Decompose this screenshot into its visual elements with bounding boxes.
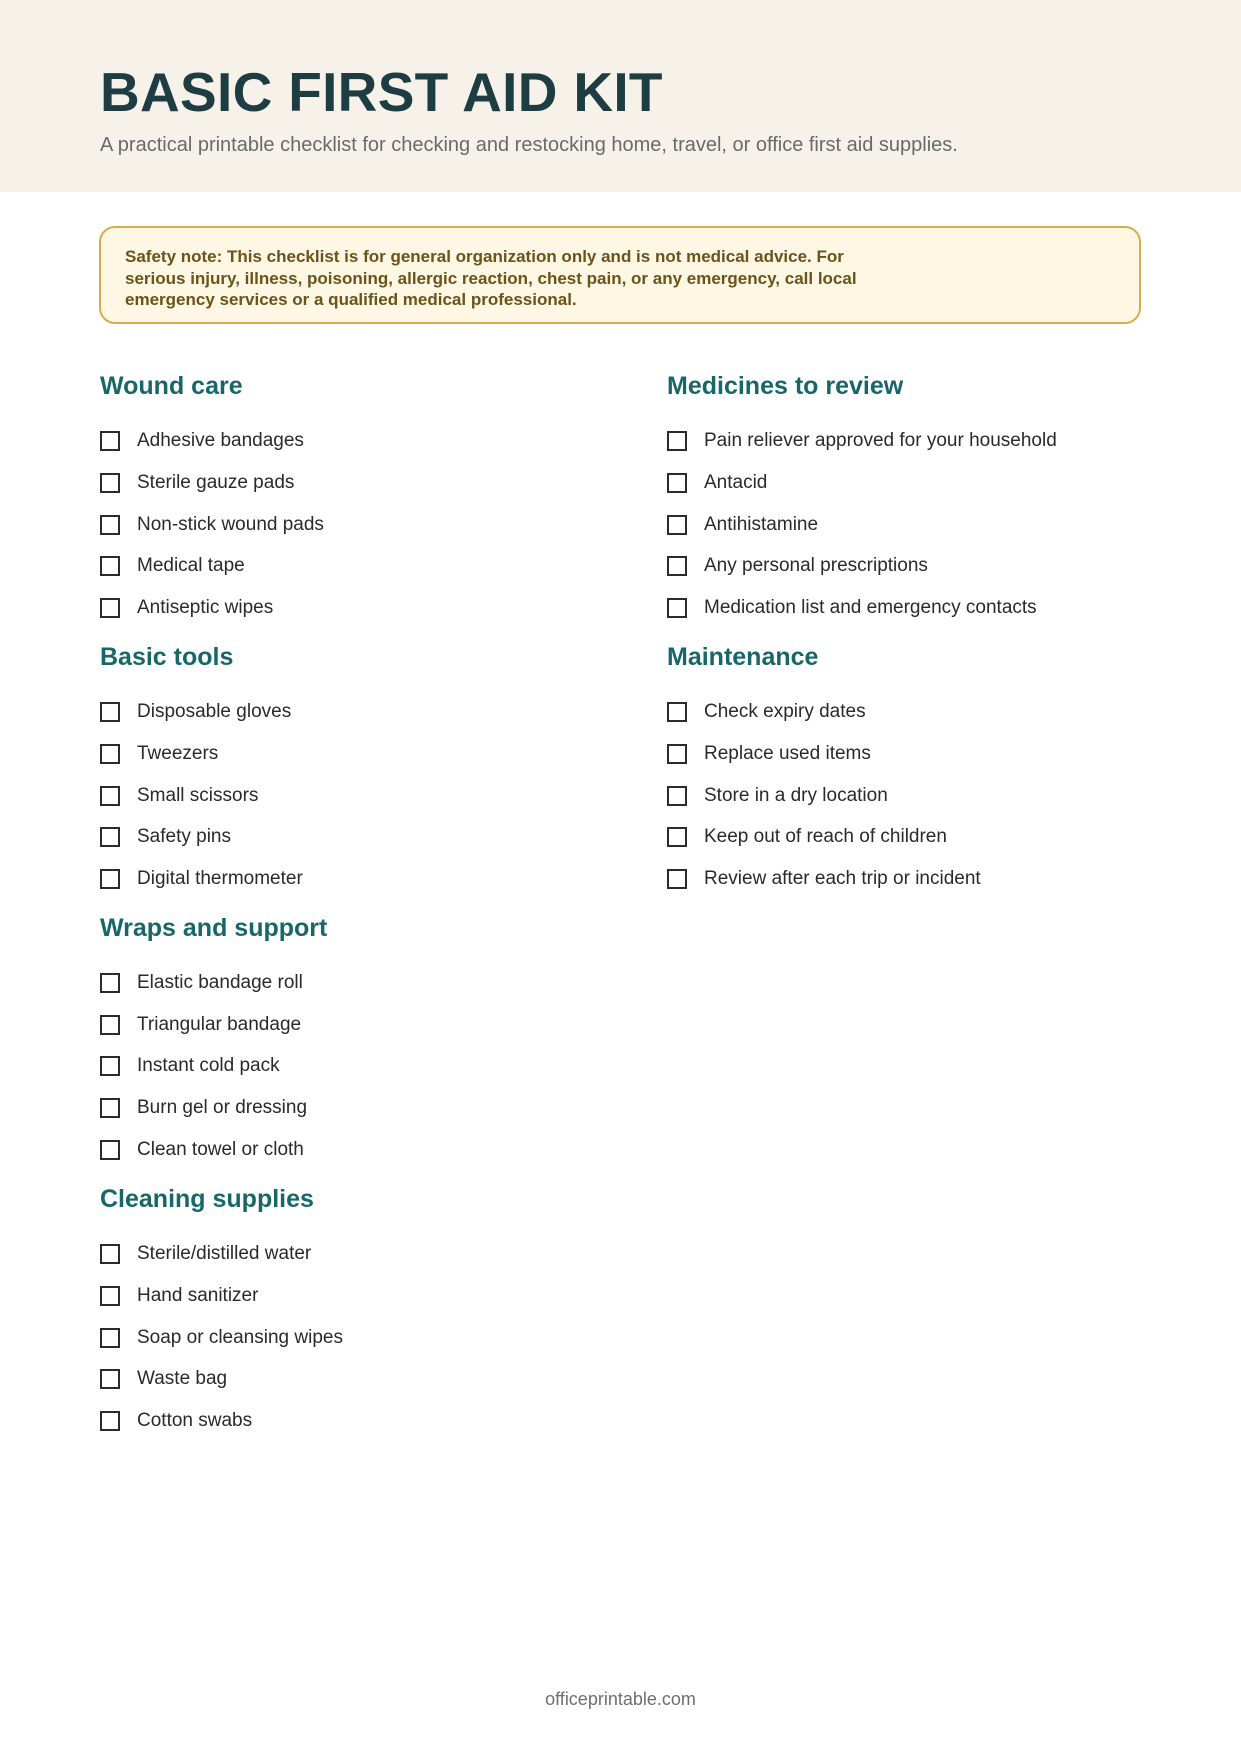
item-label: Any personal prescriptions	[704, 555, 928, 576]
checkbox[interactable]	[100, 515, 120, 535]
section-title-maintenance: Maintenance	[667, 643, 819, 671]
checklist-item[interactable]	[667, 741, 871, 767]
item-label: Adhesive bandages	[137, 430, 304, 451]
item-label: Soap or cleansing wipes	[137, 1327, 343, 1348]
item-label: Medication list and emergency contacts	[704, 597, 1037, 618]
item-label: Disposable gloves	[137, 701, 292, 722]
item-label: Medical tape	[137, 555, 245, 576]
checklist-item[interactable]	[100, 970, 303, 996]
checkbox[interactable]	[667, 827, 687, 847]
checklist-item[interactable]	[667, 824, 947, 850]
checklist-item[interactable]	[100, 428, 304, 454]
page-title: BASIC FIRST AID KIT	[100, 61, 663, 123]
checklist-item[interactable]	[100, 1241, 311, 1267]
checkbox[interactable]	[100, 973, 120, 993]
checklist-item[interactable]	[667, 783, 888, 809]
checkbox[interactable]	[100, 556, 120, 576]
checkbox[interactable]	[667, 556, 687, 576]
checkbox[interactable]	[100, 1056, 120, 1076]
checklist-item[interactable]	[100, 553, 245, 579]
item-label: Antiseptic wipes	[137, 597, 274, 618]
item-label: Cotton swabs	[137, 1410, 253, 1431]
checklist-item[interactable]	[100, 595, 273, 621]
checklist-item[interactable]	[667, 512, 818, 538]
safety-note-text: Safety note: This checklist is for general organization only and is not medical advice. For serious injury, illness, poisoning, allergic reaction, chest pain, or any emergency, call local emergency services or a qualified medical professional.	[125, 247, 857, 309]
safety-note-box	[99, 226, 1141, 324]
checklist-item[interactable]	[100, 1012, 301, 1038]
section-title-wound-care: Wound care	[100, 372, 243, 400]
item-label: Sterile/distilled water	[137, 1243, 312, 1264]
item-label: Review after each trip or incident	[704, 868, 981, 889]
section-title-medicines: Medicines to review	[667, 372, 904, 400]
checklist-item[interactable]	[100, 512, 324, 538]
checklist-item[interactable]	[100, 1137, 304, 1163]
checklist-item[interactable]	[100, 1053, 280, 1079]
item-label: Store in a dry location	[704, 785, 888, 806]
item-label: Clean towel or cloth	[137, 1139, 304, 1160]
checkbox[interactable]	[667, 431, 687, 451]
checklist-item[interactable]	[100, 470, 294, 496]
checkbox[interactable]	[100, 1140, 120, 1160]
checkbox[interactable]	[100, 786, 120, 806]
item-label: Tweezers	[137, 743, 219, 764]
checklist-item[interactable]	[100, 1366, 227, 1392]
checkbox[interactable]	[100, 473, 120, 493]
checklist-item[interactable]	[100, 866, 303, 892]
checkbox[interactable]	[100, 1286, 120, 1306]
checkbox[interactable]	[100, 1328, 120, 1348]
item-label: Waste bag	[137, 1368, 228, 1389]
checkbox[interactable]	[100, 431, 120, 451]
checklist-item[interactable]	[100, 824, 231, 850]
item-label: Non-stick wound pads	[137, 514, 324, 535]
checkbox[interactable]	[100, 827, 120, 847]
section-title-basic-tools: Basic tools	[100, 643, 234, 671]
item-label: Elastic bandage roll	[137, 972, 303, 993]
checklist-item[interactable]	[667, 553, 928, 579]
item-label: Triangular bandage	[137, 1014, 302, 1035]
section-title-wraps-support: Wraps and support	[100, 914, 328, 942]
checkbox[interactable]	[667, 702, 687, 722]
checklist-item[interactable]	[667, 866, 981, 892]
checklist-item[interactable]	[667, 428, 1057, 454]
page-header	[0, 0, 1241, 192]
checkbox[interactable]	[667, 515, 687, 535]
checkbox[interactable]	[100, 702, 120, 722]
item-label: Check expiry dates	[704, 701, 866, 722]
checklist-item[interactable]	[100, 1325, 343, 1351]
checklist-item[interactable]	[667, 699, 866, 725]
checklist-item[interactable]	[100, 1095, 307, 1121]
item-label: Pain reliever approved for your household	[704, 430, 1057, 451]
item-label: Sterile gauze pads	[137, 472, 295, 493]
checklist-item[interactable]	[667, 595, 1037, 621]
checkbox[interactable]	[100, 1098, 120, 1118]
item-label: Replace used items	[704, 743, 871, 764]
checkbox[interactable]	[100, 1015, 120, 1035]
item-label: Antihistamine	[704, 514, 819, 535]
checklist-item[interactable]	[100, 1408, 252, 1434]
checkbox[interactable]	[667, 786, 687, 806]
item-label: Burn gel or dressing	[137, 1097, 308, 1118]
checkbox[interactable]	[667, 598, 687, 618]
checklist-item[interactable]	[667, 470, 767, 496]
checklist-item[interactable]	[100, 741, 218, 767]
checkbox[interactable]	[100, 1244, 120, 1264]
checkbox[interactable]	[667, 869, 687, 889]
checkbox[interactable]	[667, 744, 687, 764]
item-label: Instant cold pack	[137, 1055, 280, 1076]
item-label: Small scissors	[137, 785, 259, 806]
section-title-cleaning-supplies: Cleaning supplies	[100, 1185, 314, 1213]
item-label: Keep out of reach of children	[704, 826, 947, 847]
checkbox[interactable]	[100, 598, 120, 618]
checklist-item[interactable]	[100, 699, 291, 725]
checkbox[interactable]	[667, 473, 687, 493]
checklist-item[interactable]	[100, 783, 258, 809]
item-label: Digital thermometer	[137, 868, 303, 889]
checkbox[interactable]	[100, 1369, 120, 1389]
checkbox[interactable]	[100, 1411, 120, 1431]
item-label: Hand sanitizer	[137, 1285, 259, 1306]
footer-site: officeprintable.com	[545, 1689, 696, 1709]
checklist-item[interactable]	[100, 1283, 258, 1309]
page-subtitle: A practical printable checklist for checking and restocking home, travel, or office first aid supplies.	[100, 134, 958, 156]
item-label: Safety pins	[137, 826, 231, 847]
checkbox[interactable]	[100, 869, 120, 889]
checkbox[interactable]	[100, 744, 120, 764]
item-label: Antacid	[704, 472, 768, 493]
